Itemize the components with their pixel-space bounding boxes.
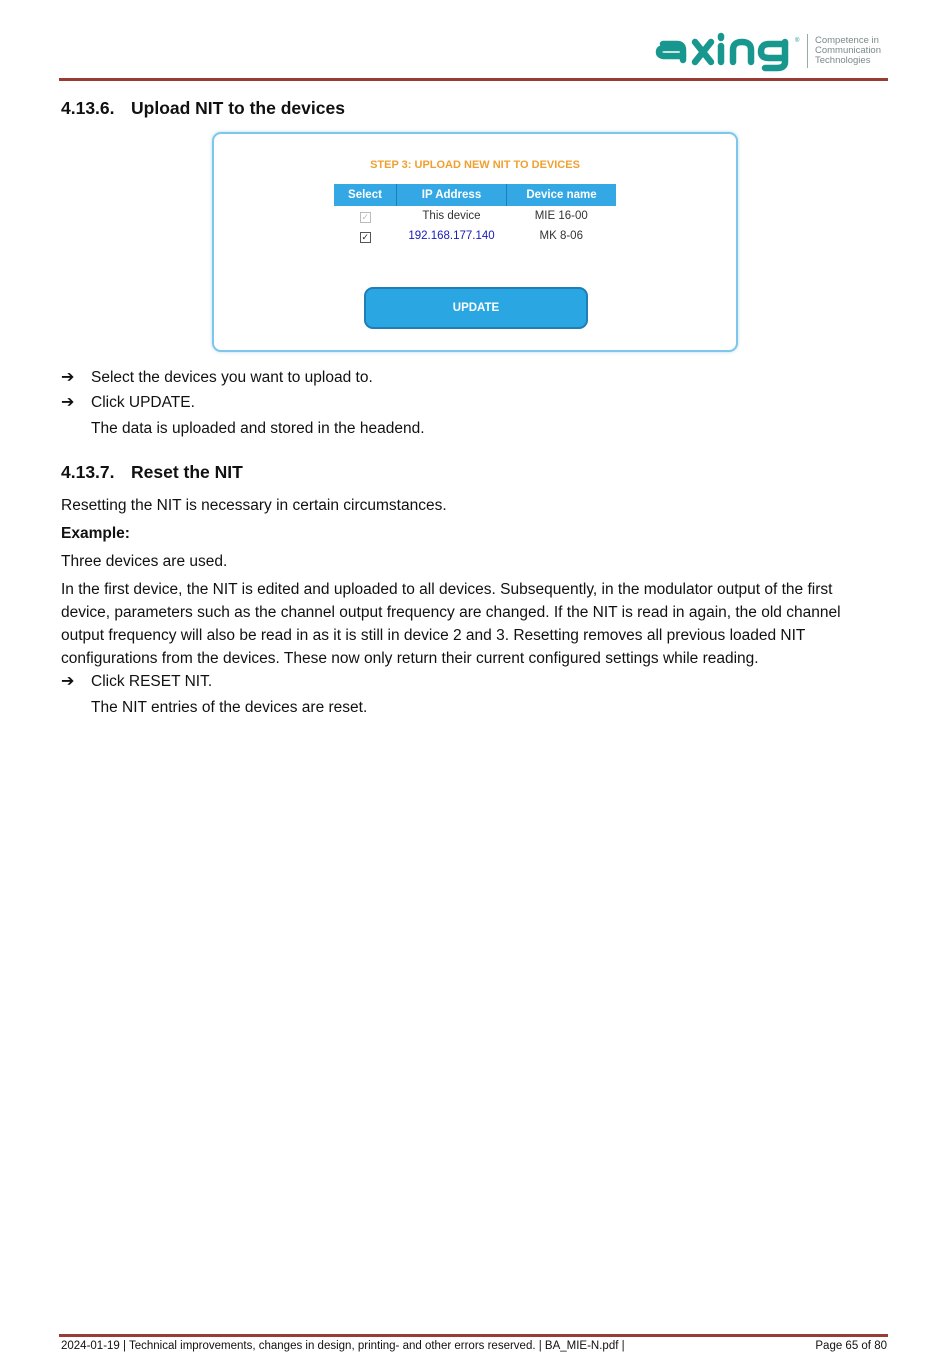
tagline-line-3: Technologies [815, 55, 871, 66]
arrow-right-icon: ➔ [61, 369, 75, 386]
section-title: Reset the NIT [131, 462, 243, 482]
select-checkbox-this-device: ✓ [361, 212, 370, 222]
table-row [334, 226, 616, 246]
tagline-line-1: Competence in [815, 35, 879, 46]
svg-text:®: ® [795, 38, 800, 44]
tagline-line-2: Communication [815, 45, 881, 56]
step-result: The NIT entries of the devices are reset. [91, 699, 368, 716]
arrow-right-icon: ➔ [61, 673, 75, 690]
section-heading-reset [61, 462, 243, 483]
column-header-device-name: Device name [507, 184, 617, 206]
update-button[interactable]: UPDATE [364, 287, 588, 329]
ip-address-cell: This device [422, 210, 481, 222]
table-row [334, 206, 616, 226]
example-label: Example: [61, 525, 130, 542]
ip-address-link[interactable]: 192.168.177.140 [408, 230, 495, 242]
page-number: Page 65 of 80 [815, 1340, 887, 1352]
section-number: 4.13.6. [61, 98, 115, 118]
step-text: Select the devices you want to upload to. [91, 369, 373, 386]
header-rule [59, 78, 888, 81]
axing-logo-icon [655, 32, 803, 72]
upload-nit-panel [212, 132, 738, 352]
arrow-right-icon: ➔ [61, 394, 75, 411]
axing-logo [655, 32, 888, 72]
section-number: 4.13.7. [61, 462, 115, 482]
select-checkbox-device-2[interactable]: ✓ [361, 232, 370, 242]
step-text: Click UPDATE. [91, 394, 195, 411]
example-text: Three devices are used. [61, 553, 228, 570]
step-text: Click RESET NIT. [91, 673, 213, 690]
logo-separator [807, 34, 808, 68]
footer-text: 2024-01-19 | Technical improvements, changes in design, printing- and other errors reserved. | BA_MIE-N.pdf | [61, 1340, 625, 1352]
footer-rule [59, 1334, 888, 1337]
device-table [334, 184, 616, 246]
section-intro: Resetting the NIT is necessary in certain circumstances. [61, 497, 447, 514]
body-paragraph: In the first device, the NIT is edited and uploaded to all devices. Subsequently, in the modulator output of the first device, parameters such as the channel output frequency are changed. If the NIT is read in again, the old channel output frequency will also be read in as it is still in device 2 and 3. Resetting removes all previous loaded NIT configurations from the devices. These now only return their current configured settings while reading. [61, 581, 841, 667]
device-name-cell: MIE 16-00 [534, 210, 588, 222]
device-name-cell: MK 8-06 [539, 230, 583, 242]
logo-tagline [815, 36, 881, 66]
column-header-ip: IP Address [397, 184, 507, 206]
column-header-select: Select [334, 184, 397, 206]
section-heading-upload [61, 98, 345, 119]
step-result: The data is uploaded and stored in the headend. [91, 420, 425, 437]
section-title: Upload NIT to the devices [131, 98, 345, 118]
step-title: STEP 3: UPLOAD NEW NIT TO DEVICES [370, 159, 580, 171]
